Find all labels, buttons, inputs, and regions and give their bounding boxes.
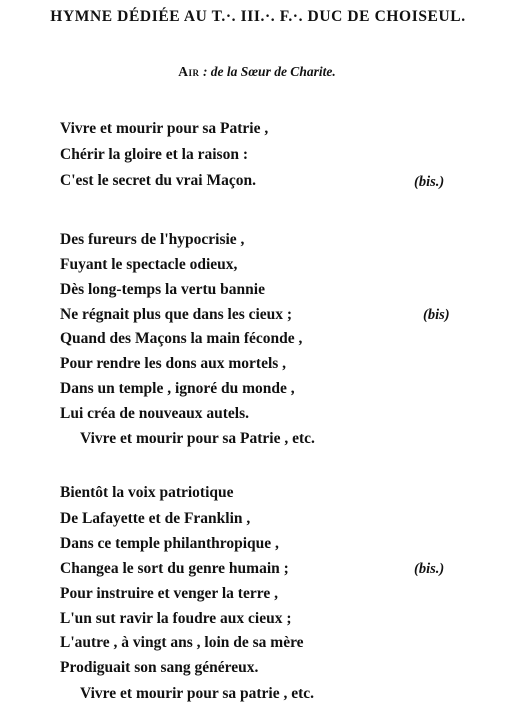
verse-line: Des fureurs de l'hypocrisie ,	[60, 231, 245, 248]
verse-line: Ne régnait plus que dans les cieux ;	[60, 306, 293, 323]
verse-line: L'autre , à vingt ans , loin de sa mère	[60, 634, 304, 651]
verse-line: Dans ce temple philanthropique ,	[60, 535, 279, 552]
verse-line: Fuyant le spectacle odieux,	[60, 256, 238, 273]
page-title: HYMNE DÉDIÉE AU T.·. III.·. F.·. DUC DE CHOISEUL.	[50, 8, 466, 25]
verse-line: Lui créa de nouveaux autels.	[60, 405, 250, 422]
verse-line: De Lafayette et de Franklin ,	[60, 510, 251, 527]
bis-marker: (bis)	[423, 307, 450, 323]
verse-line: Dès long-temps la vertu bannie	[60, 281, 265, 298]
air-indication	[0, 64, 514, 80]
verse-line: L'un sut ravir la foudre aux cieux ;	[60, 610, 292, 627]
verse-line: C'est le secret du vrai Maçon.	[60, 172, 256, 189]
verse-line: Vivre et mourir pour sa Patrie ,	[60, 120, 269, 137]
bis-marker: (bis.)	[414, 561, 445, 577]
verse-line: Changea le sort du genre humain ;	[60, 560, 289, 577]
verse-line: Bientôt la voix patriotique	[60, 484, 234, 501]
air-label: Air	[178, 64, 200, 79]
refrain-line: Vivre et mourir pour sa Patrie , etc.	[80, 430, 315, 447]
verse-line: Pour rendre les dons aux mortels ,	[60, 355, 287, 372]
verse-line: Pour instruire et venger la terre ,	[60, 585, 278, 602]
verse-line: Prodiguait son sang généreux.	[60, 659, 259, 676]
refrain-line: Vivre et mourir pour sa patrie , etc.	[80, 685, 315, 702]
verse-line: Chérir la gloire et la raison :	[60, 146, 248, 163]
verse-line: Dans un temple , ignoré du monde ,	[60, 380, 295, 397]
air-text: : de la Sœur de Charite.	[202, 64, 336, 79]
bis-marker: (bis.)	[414, 174, 445, 190]
verse-line: Quand des Maçons la main féconde ,	[60, 330, 303, 347]
